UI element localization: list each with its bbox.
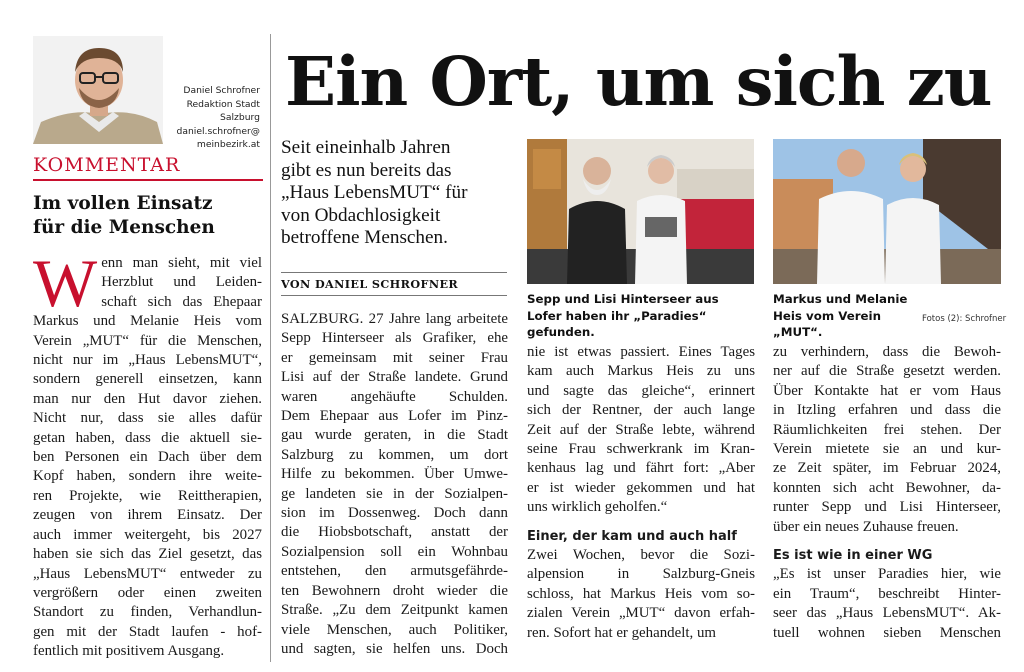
text-line: ten Bewohnern droht wieder die bbox=[281, 582, 508, 599]
text-line: getan haben, dass die aktuell sie- bbox=[33, 429, 262, 446]
text-line: Verein mietete sie an und kur- bbox=[773, 441, 1001, 458]
author-info bbox=[160, 84, 260, 152]
text-line: ren Projekte, wie Reittherapien, bbox=[33, 487, 262, 504]
text-line: Zwei Wochen, bevor die Sozi- bbox=[527, 547, 755, 564]
text-line: runter Sepp und Lisi Hinterseer, bbox=[773, 499, 1001, 516]
text-line: waren angehäufte Schulden. bbox=[281, 388, 508, 405]
article-column-3 bbox=[773, 343, 1001, 643]
author-portrait bbox=[33, 36, 163, 144]
photo-caption-2: Markus und Melanie Heis vom Verein „MUT“. bbox=[773, 292, 908, 339]
text-line: seer das „Haus LebensMUT“. Ak- bbox=[773, 605, 1001, 622]
commentary-text bbox=[33, 245, 262, 662]
lead-line: betroffene Menschen. bbox=[281, 227, 448, 249]
lead-paragraph bbox=[281, 137, 511, 250]
text-line: Hilfe zu bekommen. Über Umwe- bbox=[281, 466, 508, 483]
text-line: Nicht nur, dass sie alles dafür bbox=[33, 410, 262, 427]
commentary-title bbox=[33, 192, 268, 240]
subheading-1: Einer, der kam und auch half bbox=[527, 528, 737, 544]
text-line: Verein „MUT“ für die Menschen, bbox=[33, 332, 262, 349]
text-line: Lisi auf der Straße landete. Grund bbox=[281, 369, 508, 386]
text-line: tuell wohnen sieben Menschen bbox=[773, 624, 1001, 641]
text-line: Zeit auf der Straße lebte, während bbox=[527, 421, 755, 438]
section-rule bbox=[33, 179, 263, 181]
byline-rule-bottom bbox=[281, 295, 507, 296]
photo-heis-couple bbox=[773, 139, 1001, 284]
text-line: er ist wieder gekommen und hat bbox=[527, 479, 755, 496]
text-line: sondern generell einsetzen, kann bbox=[33, 371, 262, 388]
text-line: er gemeinsam mit seiner Frau bbox=[281, 349, 508, 366]
author-email-line1: daniel.schrofner@ bbox=[176, 125, 260, 137]
text-line: gau wurde geraten, in die Stadt bbox=[281, 427, 508, 444]
text-line: SALZBURG. 27 Jahre lang arbeitete bbox=[281, 311, 508, 327]
lead-line: gibt es nun bereits das bbox=[281, 159, 452, 181]
article-column-2-text bbox=[527, 343, 755, 518]
photo-hinterseer-couple bbox=[527, 139, 754, 284]
text-line: vergrößern oder einen zweiten bbox=[33, 584, 262, 601]
text-line: Über Kontakte hat er vom Haus bbox=[773, 382, 1001, 399]
text-line: kenhaus lag und fährt fort: „Aber bbox=[527, 460, 755, 477]
text-line: sion im Dossenweg. Doch dann bbox=[281, 505, 508, 522]
text-line: zeugen von ihrem Einsatz. Der bbox=[33, 507, 262, 524]
text-line: in Itzling erfahren und dass die bbox=[773, 402, 1001, 419]
text-line: und sagte das gleiche“, erinnert bbox=[527, 382, 755, 399]
photo-credit: Fotos (2): Schrofner bbox=[922, 314, 1007, 324]
text-line: ze Zeit später, im Februar 2024, bbox=[773, 460, 1001, 477]
text-line: kam auch Markus Heis zu uns bbox=[527, 363, 755, 380]
article-column-3-text bbox=[773, 343, 1001, 537]
text-line: ein Traum“, beschreibt Hinter- bbox=[773, 585, 1001, 602]
text-line: ge landeten sie in der Sozialpen- bbox=[281, 485, 508, 502]
text-line: Dem Ehepaar aus Lofer im Pinz- bbox=[281, 408, 508, 425]
column-divider bbox=[270, 34, 271, 662]
article-column-2-text-b bbox=[527, 546, 755, 643]
text-line: haben sie sich das Ziel gesetzt, das bbox=[33, 546, 262, 563]
author-email-line2: meinbezirk.at bbox=[196, 139, 260, 150]
text-line: Straße. „Zu dem Zeitpunkt kamen bbox=[281, 602, 508, 619]
text-line: Sepp Hinterseer als Grafiker, ehe bbox=[281, 330, 508, 347]
byline-rule-top bbox=[281, 272, 507, 273]
text-line: nicht nur im „Haus LebensMUT“, bbox=[33, 352, 262, 369]
text-line: enn man sieht, mit viel bbox=[101, 255, 262, 271]
text-line: ben Personen ein Dach über dem bbox=[33, 449, 262, 466]
subheading-2: Es ist wie in einer WG bbox=[773, 548, 933, 564]
text-line: zialen Verein „MUT“ davon erfah- bbox=[527, 605, 755, 622]
text-line: zu verhindern, dass die Bewoh- bbox=[773, 344, 1001, 360]
article-column-2 bbox=[527, 343, 755, 643]
text-line: man nur den Hut davor ziehen. bbox=[33, 390, 262, 407]
text-line: nie ist etwas passiert. Eines Tages bbox=[527, 344, 755, 360]
text-line: Markus und Melanie Heis vom bbox=[33, 313, 262, 330]
headline: Ein Ort, um sich zu bbox=[285, 42, 992, 121]
byline: VON DANIEL SCHROFNER bbox=[281, 277, 459, 291]
photo-caption-1: Sepp und Lisi Hinterseer aus Lofer haben ihr „Paradies“ gefunden. bbox=[527, 292, 719, 339]
text-line: schaft sich das Ehepaar bbox=[101, 293, 262, 310]
text-line: auch immer weitergeht, bis 2027 bbox=[33, 526, 262, 543]
text-line: Salzburg zu kommen, um dort bbox=[281, 446, 508, 463]
text-line: „Es ist unser Paradies hier, wie bbox=[773, 566, 1001, 583]
lead-line: „Haus LebensMUT“ für bbox=[281, 182, 468, 204]
text-line: konnten sich acht Bewohner, da- bbox=[773, 479, 1001, 496]
commentary-body bbox=[33, 245, 262, 662]
text-line: ner auf die Straße gesetzt werden. bbox=[773, 363, 1001, 380]
lead-line: Seit eineinhalb Jahren bbox=[281, 137, 451, 158]
text-line: Standort zu finden, Verhandlun- bbox=[33, 604, 262, 621]
commentary-title-line1: Im vollen Einsatz bbox=[33, 193, 213, 214]
text-line: Kopf haben, sondern ihre weite- bbox=[33, 468, 262, 485]
author-role: Redaktion Stadt Salzburg bbox=[186, 98, 260, 123]
text-line: die Hiobsbotschaft, anstatt der bbox=[281, 524, 508, 541]
text-line: alpension in Salzburg-Gneis bbox=[527, 566, 755, 583]
text-line: und sagten, sie helfen uns. Doch bbox=[281, 640, 508, 657]
text-line: über ein neues Zuhause freuen. bbox=[773, 518, 959, 535]
lead-line: von Obdachlosigkeit bbox=[281, 204, 441, 226]
text-line: gen mit der Stadt laufen - hof- bbox=[33, 623, 262, 640]
commentary-title-line2: für die Menschen bbox=[33, 217, 215, 238]
drop-cap: W bbox=[33, 245, 98, 321]
text-line: Sozialpension soll ein Wohnbau bbox=[281, 543, 508, 560]
text-line: schloss, hat Markus Heis vom so- bbox=[527, 585, 755, 602]
article-column-3-text-b bbox=[773, 565, 1001, 643]
text-line: uns wirklich geholfen.“ bbox=[527, 499, 668, 516]
article-column-1 bbox=[281, 310, 508, 659]
text-line: Herzblut und Leiden- bbox=[101, 274, 262, 291]
author-name: Daniel Schrofner bbox=[183, 85, 260, 96]
text-line: ren. Sofort hat er gehandelt, um bbox=[527, 624, 716, 641]
text-line: seine Frau schwerkrank im Kran- bbox=[527, 441, 755, 458]
text-line: entstehen, den armutsgefährde- bbox=[281, 563, 508, 580]
text-line: viele Menschen, auch Politiker, bbox=[281, 621, 508, 638]
text-line: fentlich mit positivem Ausgang. bbox=[33, 643, 225, 660]
text-line: sich der Rentner, der auch lange bbox=[527, 402, 755, 419]
section-label: KOMMENTAR bbox=[33, 154, 181, 176]
text-line: „Haus LebensMUT“ entweder zu bbox=[33, 565, 262, 582]
text-line: Räumlichkeiten frei stehen. Der bbox=[773, 421, 1001, 438]
